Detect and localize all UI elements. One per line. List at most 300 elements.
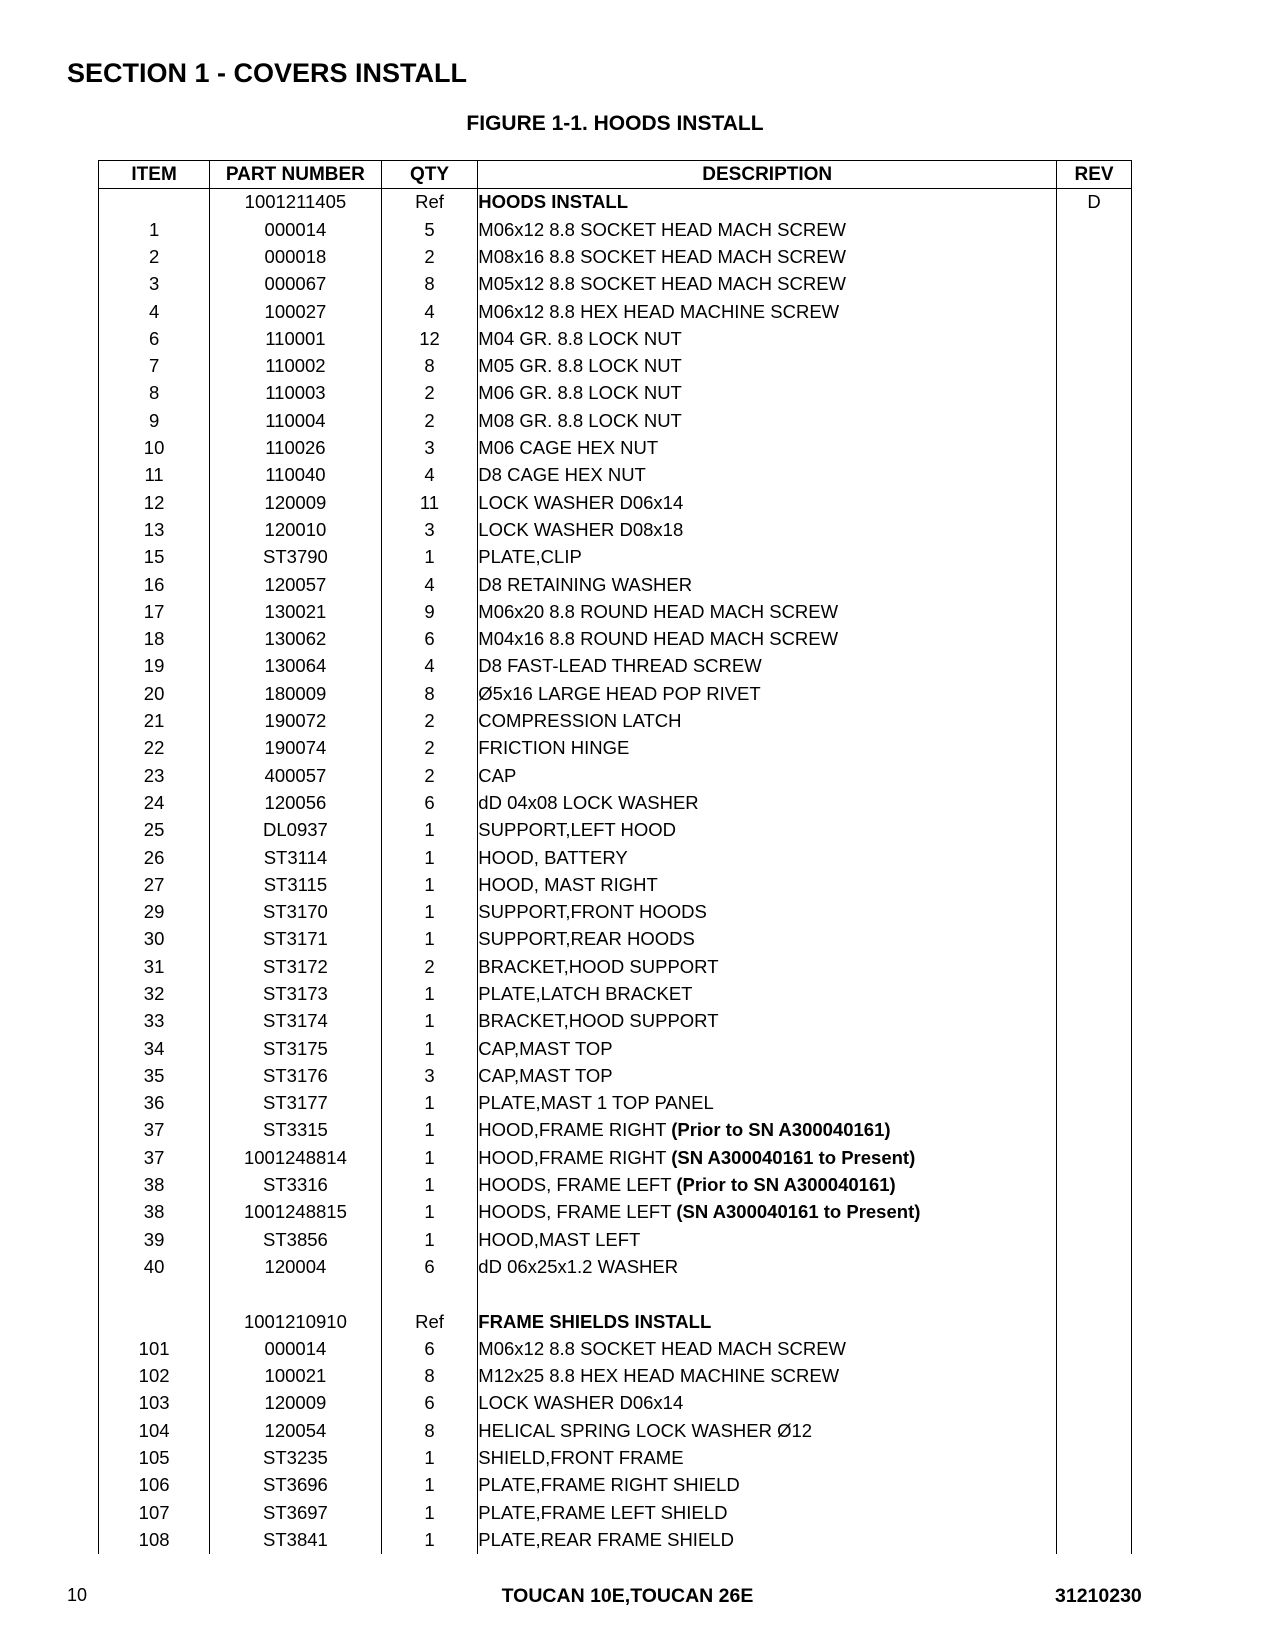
table-row [99,844,1132,871]
description-cell [478,626,1057,653]
table-row [99,462,1132,489]
table-row [99,489,1132,516]
item-cell: 26 [99,844,210,871]
description-text: HOOD,FRAME RIGHT [478,1146,672,1168]
description-cell [478,1363,1057,1390]
description-cell [478,435,1057,462]
description-text: PLATE,LATCH BRACKET [478,983,693,1004]
item-cell: 37 [99,1117,210,1144]
rev-cell [1057,380,1132,407]
description-cell [478,544,1057,571]
rev-cell [1057,1144,1132,1171]
parts-table-body [99,189,1132,1554]
part-number-cell: 110004 [210,407,381,434]
item-cell [99,189,210,217]
qty-cell: 9 [381,598,478,625]
part-number-cell: ST3235 [210,1445,381,1472]
description-text: M12x25 8.8 HEX HEAD MACHINE SCREW [478,1365,840,1387]
part-number-cell: 400057 [210,762,381,789]
description-cell [478,1144,1057,1171]
description-text: CAP [478,764,517,786]
description-text: COMPRESSION LATCH [478,710,682,732]
description-cell [478,926,1057,953]
rev-cell [1057,1172,1132,1199]
qty-cell: 6 [381,790,478,817]
rev-cell [1057,598,1132,625]
rev-cell [1057,407,1132,434]
description-text: M06x12 8.8 SOCKET HEAD MACH SCREW [478,218,846,240]
qty-cell: 1 [381,817,478,844]
table-row [99,407,1132,434]
description-cell [478,653,1057,680]
item-cell: 38 [99,1172,210,1199]
table-header-row [99,161,1132,189]
description-text: M06 CAGE HEX NUT [478,437,659,459]
qty-cell: 8 [381,353,478,380]
table-row [99,953,1132,980]
serial-note: (Prior to SN A300040161) [676,1174,896,1196]
part-number-cell: ST3175 [210,1035,381,1062]
description-text: PLATE,FRAME LEFT SHIELD [478,1501,728,1523]
item-cell: 8 [99,380,210,407]
table-row [99,380,1132,407]
description-text: HOOD,MAST LEFT [478,1228,641,1250]
part-number-cell: 000067 [210,271,381,298]
part-number-cell: ST3170 [210,899,381,926]
item-cell: 33 [99,1008,210,1035]
description-cell [478,244,1057,271]
part-number-cell: 100027 [210,298,381,325]
rev-cell [1057,981,1132,1008]
rev-cell [1057,435,1132,462]
table-row [99,544,1132,571]
footer-doc-number: 31210230 [1055,1585,1142,1607]
qty-cell [381,1281,478,1308]
table-row [99,1308,1132,1335]
part-number-cell: 110002 [210,353,381,380]
item-cell: 19 [99,653,210,680]
description-cell [478,1527,1057,1554]
part-number-cell: DL0937 [210,817,381,844]
qty-cell: 4 [381,571,478,598]
rev-cell [1057,271,1132,298]
table-row [99,325,1132,352]
table-row [99,1527,1132,1554]
part-number-cell: 120056 [210,790,381,817]
qty-cell: 4 [381,462,478,489]
part-number-cell: ST3316 [210,1172,381,1199]
item-cell: 9 [99,407,210,434]
description-cell [478,489,1057,516]
description-text: BRACKET,HOOD SUPPORT [478,955,719,977]
item-cell: 30 [99,926,210,953]
description-cell [478,953,1057,980]
item-cell: 22 [99,735,210,762]
item-cell: 11 [99,462,210,489]
table-row [99,1199,1132,1226]
description-cell [478,981,1057,1008]
qty-cell: 2 [381,407,478,434]
qty-cell: 1 [381,1035,478,1062]
table-row [99,1008,1132,1035]
table-row [99,435,1132,462]
qty-cell: 1 [381,871,478,898]
rev-cell [1057,1281,1132,1308]
part-number-cell: ST3841 [210,1527,381,1554]
rev-cell [1057,626,1132,653]
qty-cell: 1 [381,544,478,571]
table-row [99,1254,1132,1281]
description-text: HOOD,FRAME RIGHT [478,1119,672,1141]
description-text: M08x16 8.8 SOCKET HEAD MACH SCREW [478,245,846,267]
rev-cell [1057,953,1132,980]
description-cell [478,1281,1057,1308]
header-qty: QTY [381,161,478,189]
figure-title: FIGURE 1-1. HOODS INSTALL [466,112,764,135]
rev-cell [1057,817,1132,844]
rev-cell: D [1057,189,1132,217]
description-cell [478,1254,1057,1281]
part-number-cell [210,1281,381,1308]
table-row [99,1363,1132,1390]
qty-cell: 1 [381,1445,478,1472]
description-cell [478,189,1057,217]
description-text: BRACKET,HOOD SUPPORT [478,1010,719,1032]
part-number-cell: ST3697 [210,1499,381,1526]
qty-cell: 1 [381,926,478,953]
description-cell [478,407,1057,434]
item-cell: 39 [99,1226,210,1253]
item-cell: 7 [99,353,210,380]
rev-cell [1057,216,1132,243]
description-text: HOOD, MAST RIGHT [478,873,658,895]
part-number-cell: ST3696 [210,1472,381,1499]
description-text: M06x12 8.8 SOCKET HEAD MACH SCREW [478,1337,846,1359]
description-text: D8 RETAINING WASHER [478,573,693,595]
description-text: M04x16 8.8 ROUND HEAD MACH SCREW [478,628,839,650]
qty-cell: 2 [381,735,478,762]
qty-cell: 5 [381,216,478,243]
description-text: PLATE,CLIP [478,546,582,568]
qty-cell: 2 [381,953,478,980]
item-cell: 35 [99,1063,210,1090]
table-row [99,598,1132,625]
part-number-cell: 000014 [210,1335,381,1362]
part-number-cell: ST3174 [210,1008,381,1035]
item-cell: 104 [99,1417,210,1444]
rev-cell [1057,1390,1132,1417]
table-row [99,1417,1132,1444]
rev-cell [1057,762,1132,789]
description-text: M08 GR. 8.8 LOCK NUT [478,409,682,431]
description-cell [478,844,1057,871]
qty-cell: 1 [381,1199,478,1226]
qty-cell: 6 [381,1390,478,1417]
description-text: M06 GR. 8.8 LOCK NUT [478,382,682,404]
rev-cell [1057,790,1132,817]
description-text: HOODS, FRAME LEFT [478,1174,677,1196]
part-number-cell: ST3115 [210,871,381,898]
part-number-cell: ST3173 [210,981,381,1008]
rev-cell [1057,517,1132,544]
item-cell: 13 [99,517,210,544]
description-cell [478,1499,1057,1526]
item-cell: 31 [99,953,210,980]
table-row [99,1090,1132,1117]
description-text: dD 04x08 LOCK WASHER [478,791,699,813]
part-number-cell: ST3790 [210,544,381,571]
rev-cell [1057,1063,1132,1090]
item-cell: 17 [99,598,210,625]
item-cell: 29 [99,899,210,926]
rev-cell [1057,1008,1132,1035]
description-text: CAP,MAST TOP [478,1037,613,1059]
item-cell: 25 [99,817,210,844]
item-cell: 23 [99,762,210,789]
description-cell [478,325,1057,352]
description-cell [478,1063,1057,1090]
rev-cell [1057,1117,1132,1144]
table-row [99,298,1132,325]
description-text: HOODS, FRAME LEFT [478,1201,677,1223]
part-number-cell: 120010 [210,517,381,544]
part-number-cell: ST3114 [210,844,381,871]
rev-cell [1057,544,1132,571]
item-cell: 27 [99,871,210,898]
part-number-cell: 110026 [210,435,381,462]
qty-cell: 2 [381,380,478,407]
item-cell: 16 [99,571,210,598]
description-cell [478,1199,1057,1226]
rev-cell [1057,353,1132,380]
rev-cell [1057,489,1132,516]
rev-cell [1057,899,1132,926]
table-row [99,1063,1132,1090]
rev-cell [1057,1363,1132,1390]
header-rev: REV [1057,161,1132,189]
part-number-cell: 130062 [210,626,381,653]
description-cell [478,517,1057,544]
table-row [99,926,1132,953]
table-row [99,353,1132,380]
item-cell: 6 [99,325,210,352]
description-text: SHIELD,FRONT FRAME [478,1447,684,1469]
part-number-cell: 120004 [210,1254,381,1281]
qty-cell: Ref [381,1308,478,1335]
description-cell [478,271,1057,298]
qty-cell: 4 [381,298,478,325]
description-cell [478,1226,1057,1253]
table-row [99,189,1132,217]
description-text: FRAME SHIELDS INSTALL [478,1310,712,1332]
qty-cell: 6 [381,626,478,653]
description-cell [478,1308,1057,1335]
section-title: SECTION 1 - COVERS INSTALL [67,58,468,88]
part-number-cell: ST3856 [210,1226,381,1253]
description-cell [478,1090,1057,1117]
description-text: CAP,MAST TOP [478,1064,613,1086]
table-row [99,626,1132,653]
qty-cell: 2 [381,244,478,271]
table-row [99,244,1132,271]
description-text: HOOD, BATTERY [478,846,628,868]
description-text: SUPPORT,REAR HOODS [478,928,695,950]
part-number-cell: 110040 [210,462,381,489]
qty-cell: 8 [381,680,478,707]
rev-cell [1057,462,1132,489]
qty-cell: 2 [381,708,478,735]
qty-cell: 3 [381,1063,478,1090]
rev-cell [1057,1335,1132,1362]
description-cell [478,598,1057,625]
part-number-cell: 000018 [210,244,381,271]
qty-cell: 1 [381,1172,478,1199]
item-cell: 102 [99,1363,210,1390]
table-row [99,735,1132,762]
description-cell [478,1035,1057,1062]
qty-cell: Ref [381,189,478,217]
description-cell [478,1117,1057,1144]
qty-cell: 4 [381,653,478,680]
rev-cell [1057,653,1132,680]
description-cell [478,1008,1057,1035]
item-cell: 4 [99,298,210,325]
description-text: PLATE,REAR FRAME SHIELD [478,1528,734,1550]
rev-cell [1057,1035,1132,1062]
table-row [99,271,1132,298]
qty-cell: 1 [381,844,478,871]
part-number-cell: 130021 [210,598,381,625]
table-row [99,899,1132,926]
rev-cell [1057,1199,1132,1226]
part-number-cell: 120054 [210,1417,381,1444]
qty-cell: 1 [381,1499,478,1526]
item-cell: 107 [99,1499,210,1526]
description-text: D8 CAGE HEX NUT [478,464,646,486]
part-number-cell: 1001211405 [210,189,381,217]
qty-cell: 1 [381,899,478,926]
table-row [99,1499,1132,1526]
rev-cell [1057,1417,1132,1444]
description-cell [478,790,1057,817]
qty-cell: 1 [381,1090,478,1117]
qty-cell: 1 [381,1008,478,1035]
description-text: SUPPORT,FRONT HOODS [478,901,707,923]
part-number-cell: 100021 [210,1363,381,1390]
item-cell: 20 [99,680,210,707]
description-cell [478,216,1057,243]
table-row [99,790,1132,817]
item-cell: 34 [99,1035,210,1062]
item-cell: 2 [99,244,210,271]
description-text: M05 GR. 8.8 LOCK NUT [478,355,682,377]
item-cell: 18 [99,626,210,653]
description-cell [478,762,1057,789]
serial-note: (SN A300040161 to Present) [676,1201,921,1223]
description-cell [478,680,1057,707]
table-row [99,1035,1132,1062]
description-cell [478,1417,1057,1444]
part-number-cell: 1001248814 [210,1144,381,1171]
item-cell: 103 [99,1390,210,1417]
item-cell: 1 [99,216,210,243]
item-cell: 21 [99,708,210,735]
qty-cell: 8 [381,1363,478,1390]
part-number-cell: 190072 [210,708,381,735]
part-number-cell: ST3176 [210,1063,381,1090]
description-cell [478,298,1057,325]
rev-cell [1057,1527,1132,1554]
part-number-cell: ST3172 [210,953,381,980]
qty-cell: 3 [381,517,478,544]
item-cell: 37 [99,1144,210,1171]
rev-cell [1057,244,1132,271]
description-cell [478,871,1057,898]
rev-cell [1057,871,1132,898]
rev-cell [1057,325,1132,352]
item-cell: 10 [99,435,210,462]
description-text: LOCK WASHER D08x18 [478,518,684,540]
part-number-cell: ST3177 [210,1090,381,1117]
description-text: dD 06x25x1.2 WASHER [478,1255,679,1277]
rev-cell [1057,298,1132,325]
table-row [99,653,1132,680]
description-text: M05x12 8.8 SOCKET HEAD MACH SCREW [478,273,846,295]
description-text: D8 FAST-LEAD THREAD SCREW [478,655,762,677]
description-text: PLATE,FRAME RIGHT SHIELD [478,1474,740,1496]
rev-cell [1057,1308,1132,1335]
qty-cell: 12 [381,325,478,352]
table-row [99,817,1132,844]
item-cell: 108 [99,1527,210,1554]
table-row [99,1144,1132,1171]
description-cell [478,571,1057,598]
qty-cell: 6 [381,1254,478,1281]
table-row [99,981,1132,1008]
description-cell [478,1445,1057,1472]
qty-cell: 1 [381,981,478,1008]
qty-cell: 3 [381,435,478,462]
table-row [99,762,1132,789]
qty-cell: 6 [381,1335,478,1362]
description-cell [478,735,1057,762]
table-row [99,1281,1132,1308]
rev-cell [1057,680,1132,707]
qty-cell: 1 [381,1226,478,1253]
description-cell [478,1172,1057,1199]
table-row [99,1335,1132,1362]
description-cell [478,353,1057,380]
qty-cell: 8 [381,271,478,298]
description-cell [478,817,1057,844]
description-text: M06x20 8.8 ROUND HEAD MACH SCREW [478,600,839,622]
description-text: PLATE,MAST 1 TOP PANEL [478,1092,714,1114]
table-row [99,708,1132,735]
part-number-cell: 120057 [210,571,381,598]
item-cell: 32 [99,981,210,1008]
description-cell [478,708,1057,735]
description-text: LOCK WASHER D06x14 [478,491,684,513]
item-cell: 36 [99,1090,210,1117]
item-cell: 105 [99,1445,210,1472]
description-cell [478,1335,1057,1362]
part-number-cell: 1001248815 [210,1199,381,1226]
description-cell [478,1472,1057,1499]
table-row [99,517,1132,544]
description-text: M04 GR. 8.8 LOCK NUT [478,327,682,349]
item-cell: 101 [99,1335,210,1362]
rev-cell [1057,1226,1132,1253]
